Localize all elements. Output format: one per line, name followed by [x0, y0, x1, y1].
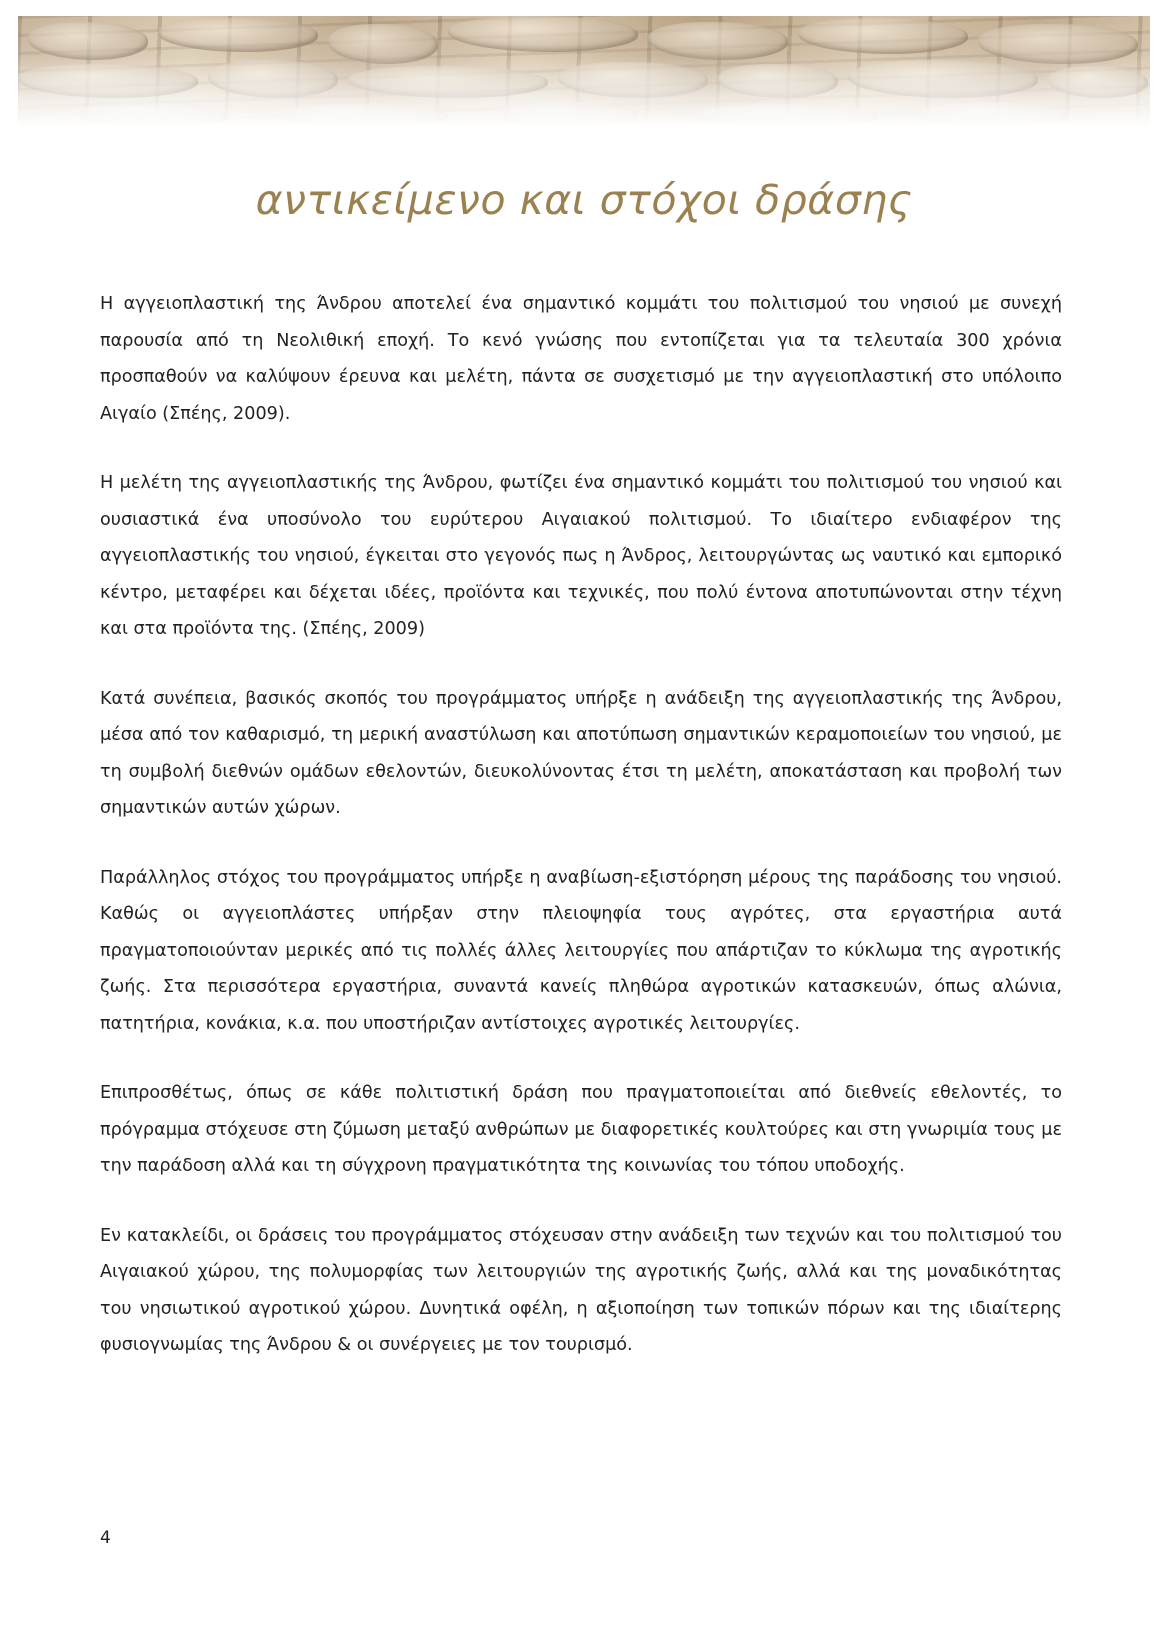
page-title: αντικείμενο και στόχοι δράσης [255, 176, 913, 224]
paragraph-2: Η μελέτη της αγγειοπλαστικής της Άνδρου, φωτίζει ένα σημαντικό κομμάτι του πολιτισμού του νησιού και ουσιαστικά ένα υποσύνολο του ευρύτερου Αιγαιακού πολιτισμού. Το ιδιαίτερο ενδιαφέρον της αγγειοπλαστικής του νησιού, έγκειται στο γεγονός πως η Άνδρος, λειτουργώντας ως ναυτικό και εμπορικό κέντρο, μεταφέρει και δέχεται ιδέες, προϊόντα και τεχνικές, που πολύ έντονα αποτυπώνονται στην τέχνη και στα προϊόντα της. (Σπέης, 2009) [100, 473, 1062, 639]
paragraph-6: Εν κατακλείδι, οι δράσεις του προγράμματος στόχευσαν στην ανάδειξη των τεχνών και του πολιτισμού του Αιγαιακού χώρου, της πολυμορφίας των λειτουργιών της αγροτικής ζωής, αλλά και της μοναδικότητας του νησιωτικού αγροτικού χώρου. Δυνητικά οφέλη, η αξιοποίηση των τοπικών πόρων και της ιδιαίτερης φυσιογνωμίας της Άνδρου & οι συνέργειες με τον τουρισμό. [100, 1225, 1062, 1355]
stone-wall-banner [18, 16, 1150, 126]
page-number: 4 [100, 1528, 111, 1548]
paragraph-5: Επιπροσθέτως, όπως σε κάθε πολιτιστική δράση που πραγματοποιείται από διεθνείς εθελοντές, το πρόγραμμα στόχευσε στη ζύμωση μεταξύ ανθρώπων με διαφορετικές κουλτούρες και στη γνωριμία τους με την παράδοση αλλά και τη σύγχρονη πραγματικότητα της κοινωνίας του τόπου υποδοχής. [100, 1083, 1062, 1176]
body-text [100, 286, 1062, 1397]
paragraph-3: Κατά συνέπεια, βασικός σκοπός του προγράμματος υπήρξε η ανάδειξη της αγγειοπλαστικής της Άνδρου, μέσα από τον καθαρισμό, τη μερική αναστύλωση και αποτύπωση σημαντικών κεραμοποιείων του νησιού, με τη συμβολή διεθνών ομάδων εθελοντών, διευκολύνοντας έτσι τη μελέτη, αποκατάσταση και προβολή των σημαντικών αυτών χώρων. [100, 688, 1062, 818]
paragraph-1: Η αγγειοπλαστική της Άνδρου αποτελεί ένα σημαντικό κομμάτι του πολιτισμού του νησιού με συνεχή παρουσία από τη Νεολιθική εποχή. Το κενό γνώσης που εντοπίζεται για τα τελευταία 300 χρόνια προσπαθούν να καλύψουν έρευνα και μελέτη, πάντα σε συσχετισμό με την αγγειοπλαστική στο υπόλοιπο Αιγαίο (Σπέης, 2009). [100, 294, 1062, 424]
paragraph-4: Παράλληλος στόχος του προγράμματος υπήρξε η αναβίωση-εξιστόρηση μέρους της παράδοσης του νησιού. Καθώς οι αγγειοπλάστες υπήρξαν στην πλειοψηφία τους αγρότες, στα εργαστήρια αυτά πραγματοποιούνταν μερικές από τις πολλές άλλες λειτουργίες που απάρτιζαν το κύκλωμα της αγροτικής ζωής. Στα περισσότερα εργαστήρια, συναντά κανείς πληθώρα αγροτικών κατασκευών, όπως αλώνια, πατητήρια, κονάκια, κ.α. που υποστήριζαν αντίστοιχες αγροτικές λειτουργίες. [100, 867, 1062, 1034]
